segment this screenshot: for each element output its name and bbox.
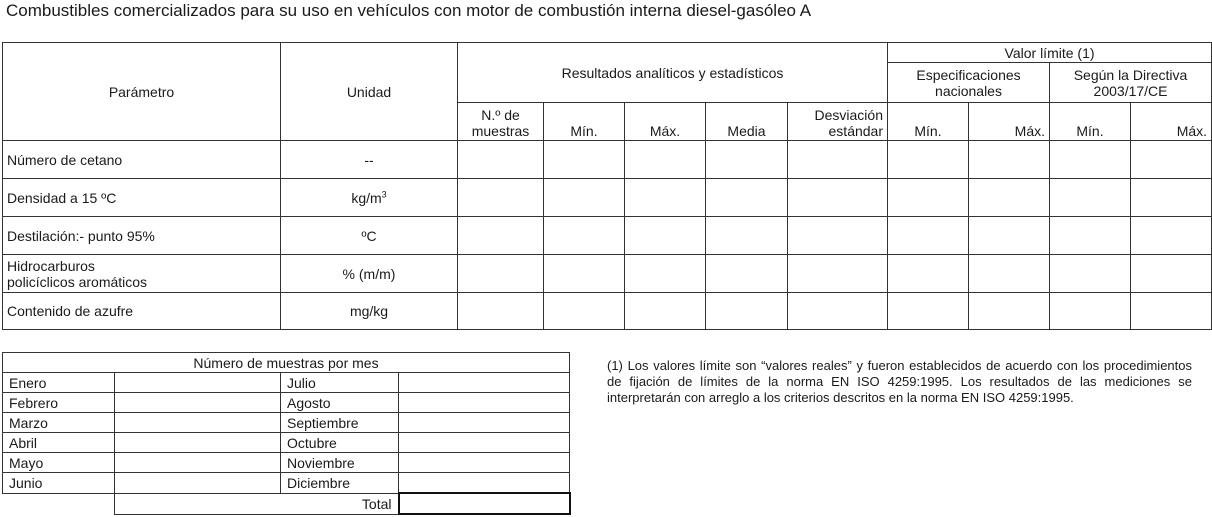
monthly-samples-title: Número de muestras por mes	[3, 353, 570, 373]
param-name: Destilación:- punto 95%	[3, 217, 281, 255]
month-value	[399, 433, 570, 453]
param-unit: --	[281, 141, 458, 179]
month-value	[115, 393, 281, 413]
month-row	[3, 413, 570, 433]
month-value	[115, 433, 281, 453]
table-row	[3, 255, 1212, 293]
month-row	[3, 453, 570, 473]
month-value	[399, 453, 570, 473]
month-label: Mayo	[3, 453, 115, 473]
table-row	[3, 217, 1212, 255]
month-value	[115, 473, 281, 494]
month-value	[115, 413, 281, 433]
header-directiva: Según la Directiva 2003/17/CE	[1050, 63, 1212, 103]
header-desviacion: Desviación estándar	[788, 103, 888, 141]
table-row	[3, 141, 1212, 179]
header-min: Mín.	[544, 103, 625, 141]
header-parametro: Parámetro	[3, 43, 281, 141]
monthly-samples-table	[2, 352, 571, 515]
param-name: Número de cetano	[3, 141, 281, 179]
month-row	[3, 433, 570, 453]
month-value	[115, 373, 281, 393]
month-row	[3, 473, 570, 494]
month-label: Julio	[281, 373, 399, 393]
month-value	[399, 473, 570, 494]
month-row	[3, 373, 570, 393]
month-value	[115, 453, 281, 473]
month-label: Noviembre	[281, 453, 399, 473]
header-unidad: Unidad	[281, 43, 458, 141]
month-label: Junio	[3, 473, 115, 494]
total-row	[3, 493, 570, 514]
header-esp-max: Máx.	[969, 103, 1050, 141]
table-row	[3, 293, 1212, 330]
param-name: Densidad a 15 ºC	[3, 179, 281, 217]
param-unit: % (m/m)	[281, 255, 458, 293]
month-label: Marzo	[3, 413, 115, 433]
header-max: Máx.	[625, 103, 706, 141]
param-unit: ºC	[281, 217, 458, 255]
month-row	[3, 393, 570, 413]
month-value	[399, 373, 570, 393]
month-label: Enero	[3, 373, 115, 393]
param-unit: mg/kg	[281, 293, 458, 330]
month-label: Septiembre	[281, 413, 399, 433]
header-media: Media	[706, 103, 788, 141]
month-label: Diciembre	[281, 473, 399, 494]
header-resultados: Resultados analíticos y estadísticos	[458, 43, 888, 103]
month-value	[399, 393, 570, 413]
footnote: (1) Los valores límite son “valores reales” y fueron establecidos de acuerdo con los procedimientos de fijación de límites de la norma EN ISO 4259:1995. Los resultados de las mediciones se interpretarán con arreglo a los criterios descritos en la norma EN ISO 4259:1995.	[607, 358, 1192, 405]
header-dir-max: Máx.	[1131, 103, 1212, 141]
header-valor-limite: Valor límite (1)	[888, 43, 1212, 63]
month-label: Agosto	[281, 393, 399, 413]
month-label: Abril	[3, 433, 115, 453]
header-dir-min: Mín.	[1050, 103, 1131, 141]
month-label: Febrero	[3, 393, 115, 413]
param-name: Contenido de azufre	[3, 293, 281, 330]
param-name: Hidrocarburos policíclicos aromáticos	[3, 255, 281, 293]
parameters-table	[2, 42, 1212, 330]
param-unit: $kg/m^3$	[281, 179, 458, 217]
month-label: Octubre	[281, 433, 399, 453]
total-value	[399, 493, 570, 514]
table-row	[3, 179, 1212, 217]
header-n-muestras: N.º de muestras	[458, 103, 544, 141]
page-title: Combustibles comercializados para su uso en vehículos con motor de combustión interna diesel-gasóleo A	[6, 1, 812, 20]
header-espec-nacionales: Especificaciones nacionales	[888, 63, 1050, 103]
total-label: Total	[115, 493, 399, 514]
month-value	[399, 413, 570, 433]
header-esp-min: Mín.	[888, 103, 969, 141]
